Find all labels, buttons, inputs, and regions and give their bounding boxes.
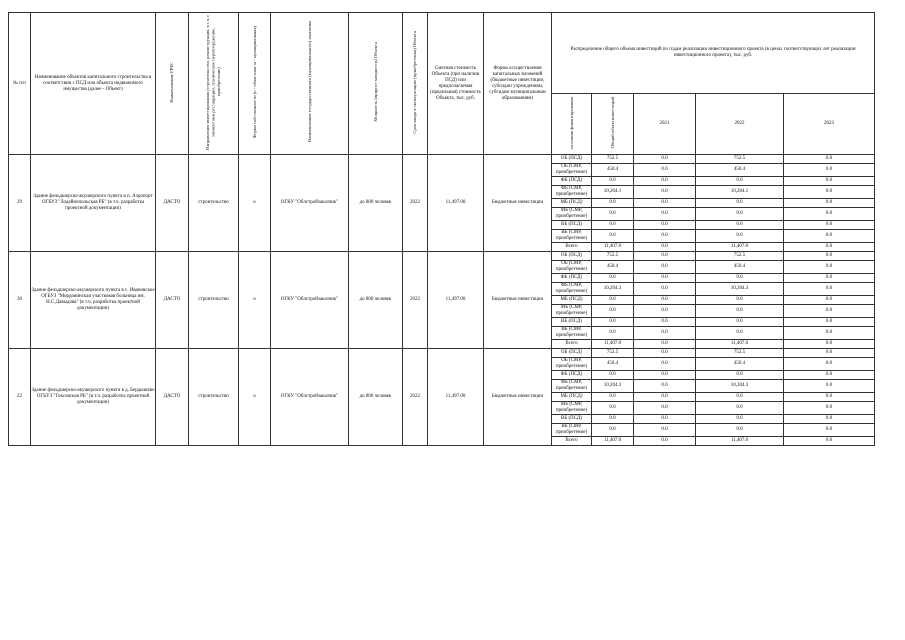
object-grbs: ДАСТО <box>156 349 189 446</box>
cell-2022: 10,204.1 <box>696 186 784 199</box>
cell-source: ФБ (СМР, приобретение) <box>552 186 592 199</box>
header-client: Наименование государственного (муниципального) заказчика <box>271 13 349 155</box>
cell-2021: 0.0 <box>634 296 696 305</box>
header-num: № п/п <box>9 13 31 155</box>
cell-total: 0.0 <box>592 208 634 221</box>
cell-2022: 11,407.0 <box>696 243 784 252</box>
cell-source: ФБ (СМР, приобретение) <box>552 380 592 393</box>
cell-total: 0.0 <box>592 221 634 230</box>
object-direction: строительство <box>189 155 239 252</box>
cell-2021: 0.0 <box>634 186 696 199</box>
object-name: Здание фельдшерско-акушерского пункта в п. Аэропорт ОГБУЗ "Лодейнопольская РБ" (в т.ч. разработка проектной документации) <box>31 155 156 252</box>
cell-source: ВБ (ПСД) <box>552 415 592 424</box>
header-capacity: Мощность (прирост мощности) Объекта <box>349 13 403 155</box>
cell-2021: 0.0 <box>634 358 696 371</box>
cell-source: МБ (СМР, приобретение) <box>552 208 592 221</box>
cell-total: 0.0 <box>592 393 634 402</box>
object-cost: 11,497.00 <box>428 252 484 349</box>
cell-2023: 0.0 <box>784 340 875 349</box>
cell-2022: 11,407.0 <box>696 340 784 349</box>
cell-2021: 0.0 <box>634 252 696 261</box>
cell-2021: 0.0 <box>634 305 696 318</box>
cell-source: ОБ (СМР, приобретение) <box>552 164 592 177</box>
object-form: Бюджетные инвестиции <box>484 349 552 446</box>
investment-table <box>8 12 875 446</box>
cell-2023: 0.0 <box>784 380 875 393</box>
cell-2023: 0.0 <box>784 358 875 371</box>
cell-2021: 0.0 <box>634 243 696 252</box>
cell-total: 0.0 <box>592 274 634 283</box>
cell-2022: 0.0 <box>696 177 784 186</box>
cell-2023: 0.0 <box>784 177 875 186</box>
header-object-name: Наименование объектов капитального строительства в соответствии с ПСД или объекта недвижимого имущества (далее - Объект) <box>31 13 156 155</box>
cell-source: Всего <box>552 243 592 252</box>
cell-2023: 0.0 <box>784 349 875 358</box>
cell-source: ВБ (ПСД) <box>552 318 592 327</box>
cell-total: 0.0 <box>592 424 634 437</box>
cell-total: 0.0 <box>592 327 634 340</box>
cell-total: 10,204.1 <box>592 186 634 199</box>
cell-2022: 0.0 <box>696 199 784 208</box>
cell-2022: 10,204.3 <box>696 380 784 393</box>
cell-2021: 0.0 <box>634 340 696 349</box>
cell-2023: 0.0 <box>784 252 875 261</box>
object-grbs: ДАСТО <box>156 155 189 252</box>
cell-2023: 0.0 <box>784 402 875 415</box>
cell-2022: 752.5 <box>696 252 784 261</box>
cell-2022: 0.0 <box>696 415 784 424</box>
cell-2021: 0.0 <box>634 349 696 358</box>
cell-total: 0.0 <box>592 177 634 186</box>
cell-source: ФБ (ПСД) <box>552 371 592 380</box>
header-direction: Направление инвестирования (строительство, реконструкция, в т.ч. с элементами реставрации, техническое перевооружение, приобретение) <box>189 13 239 155</box>
cell-2021: 0.0 <box>634 437 696 446</box>
cell-2023: 0.0 <box>784 424 875 437</box>
cell-source: МБ (СМР, приобретение) <box>552 305 592 318</box>
header-year-2023: 2023 <box>784 94 875 155</box>
cell-source: МБ (ПСД) <box>552 296 592 305</box>
object-grbs: ДАСТО <box>156 252 189 349</box>
cell-total: 752.5 <box>592 155 634 164</box>
header-total: Общий объем инвестиций <box>592 94 634 155</box>
object-cost: 11,497.00 <box>428 349 484 446</box>
cell-source: ВБ (СМР, приобретение) <box>552 230 592 243</box>
object-year: 2022 <box>403 349 428 446</box>
header-cost: Сметная стоимость Объекта (при наличии ПСД) или предполагаемая (предельная) стоимость Объекта, тыс. руб. <box>428 13 484 155</box>
cell-2023: 0.0 <box>784 393 875 402</box>
header-year-2022: 2022 <box>696 94 784 155</box>
object-client: ОГКУ "Облстройзаказчик" <box>271 252 349 349</box>
cell-2022: 752.5 <box>696 155 784 164</box>
cell-2023: 0.0 <box>784 208 875 221</box>
cell-2023: 0.0 <box>784 221 875 230</box>
cell-2022: 0.0 <box>696 402 784 415</box>
object-capacity: до 800 человек <box>349 252 403 349</box>
cell-2021: 0.0 <box>634 402 696 415</box>
cell-total: 10,204.3 <box>592 380 634 393</box>
cell-total: 0.0 <box>592 199 634 208</box>
object-form: Бюджетные инвестиции <box>484 252 552 349</box>
table-row <box>9 252 875 261</box>
cell-2021: 0.0 <box>634 164 696 177</box>
cell-2022: 752.5 <box>696 349 784 358</box>
cell-2022: 0.0 <box>696 393 784 402</box>
object-number: 30 <box>9 252 31 349</box>
cell-total: 752.5 <box>592 349 634 358</box>
cell-2021: 0.0 <box>634 199 696 208</box>
cell-total: 11,407.0 <box>592 437 634 446</box>
cell-2021: 0.0 <box>634 221 696 230</box>
object-name: Здание фельдшерско-акушерского пункта в д. Бердышево ОГБУЗ "Токсовская РБ" (в т.ч. разработка проектной документации) <box>31 349 156 446</box>
cell-2023: 0.0 <box>784 437 875 446</box>
cell-total: 11,407.0 <box>592 243 634 252</box>
object-form: Бюджетные инвестиции <box>484 155 552 252</box>
table-row <box>9 155 875 164</box>
cell-source: ОБ (СМР, приобретение) <box>552 358 592 371</box>
cell-total: 0.0 <box>592 296 634 305</box>
object-direction: строительство <box>189 252 239 349</box>
cell-2022: 0.0 <box>696 221 784 230</box>
cell-2023: 0.0 <box>784 283 875 296</box>
header-grbs: Наименование ГРБС <box>156 13 189 155</box>
cell-source: Всего <box>552 340 592 349</box>
cell-2023: 0.0 <box>784 243 875 252</box>
cell-2021: 0.0 <box>634 177 696 186</box>
cell-source: Всего <box>552 437 592 446</box>
header-distribution: Распределение общего объема инвестиций по годам реализации инвестиционного проекта (в ценах соответствующих лет реализации инвестиционного проекта), тыс. руб. <box>552 13 875 94</box>
cell-2023: 0.0 <box>784 274 875 283</box>
cell-total: 0.0 <box>592 230 634 243</box>
header-form: Форма осуществления капитальных вложений (бюджетные инвестиции, субсидии учреждениям, субсидии муниципальным образованиям) <box>484 13 552 155</box>
cell-2023: 0.0 <box>784 155 875 164</box>
cell-2021: 0.0 <box>634 393 696 402</box>
cell-2022: 0.0 <box>696 230 784 243</box>
cell-source: МБ (ПСД) <box>552 199 592 208</box>
cell-source: ОБ (ПСД) <box>552 349 592 358</box>
object-client: ОГКУ "Облстройзаказчик" <box>271 349 349 446</box>
cell-2022: 10,204.3 <box>696 283 784 296</box>
object-ownership: о <box>239 349 271 446</box>
cell-total: 0.0 <box>592 371 634 380</box>
cell-source: МБ (ПСД) <box>552 393 592 402</box>
cell-2021: 0.0 <box>634 230 696 243</box>
cell-2021: 0.0 <box>634 318 696 327</box>
cell-total: 10,204.3 <box>592 283 634 296</box>
cell-2023: 0.0 <box>784 371 875 380</box>
cell-2022: 0.0 <box>696 371 784 380</box>
object-name: Здание фельдшерско-акушерского пункта в с. Ивановское ОГБУЗ "Мордовинская участковая больница им. Н.С.Давыдова" (в т.ч. разработка проектной документации) <box>31 252 156 349</box>
cell-total: 0.0 <box>592 402 634 415</box>
cell-2023: 0.0 <box>784 327 875 340</box>
cell-total: 0.0 <box>592 415 634 424</box>
cell-2022: 450.4 <box>696 358 784 371</box>
header-year: Срок ввода в эксплуатацию (приобретения) Объекта <box>403 13 428 155</box>
cell-2023: 0.0 <box>784 186 875 199</box>
table-row <box>9 349 875 358</box>
object-year: 2022 <box>403 252 428 349</box>
cell-2021: 0.0 <box>634 327 696 340</box>
cell-source: ВБ (ПСД) <box>552 221 592 230</box>
object-year: 2022 <box>403 155 428 252</box>
object-direction: строительство <box>189 349 239 446</box>
cell-source: ФБ (ПСД) <box>552 274 592 283</box>
cell-total: 11,407.0 <box>592 340 634 349</box>
object-capacity: до 800 человек <box>349 349 403 446</box>
cell-2023: 0.0 <box>784 318 875 327</box>
cell-2021: 0.0 <box>634 261 696 274</box>
cell-2022: 11,407.0 <box>696 437 784 446</box>
header-ownership: Форма собственности (о - областная, м - муниципальная) <box>239 13 271 155</box>
cell-2021: 0.0 <box>634 424 696 437</box>
cell-2023: 0.0 <box>784 230 875 243</box>
cell-total: 450.4 <box>592 164 634 177</box>
cell-2021: 0.0 <box>634 283 696 296</box>
cell-source: ФБ (СМР, приобретение) <box>552 283 592 296</box>
object-number: 22 <box>9 349 31 446</box>
cell-source: ОБ (СМР, приобретение) <box>552 261 592 274</box>
cell-total: 0.0 <box>592 318 634 327</box>
object-cost: 11,497.00 <box>428 155 484 252</box>
cell-2021: 0.0 <box>634 155 696 164</box>
cell-2022: 0.0 <box>696 327 784 340</box>
header-source: источник финансирования <box>552 94 592 155</box>
cell-2021: 0.0 <box>634 371 696 380</box>
cell-source: ФБ (ПСД) <box>552 177 592 186</box>
cell-source: ВБ (СМР, приобретение) <box>552 327 592 340</box>
cell-source: ОБ (ПСД) <box>552 155 592 164</box>
cell-2022: 0.0 <box>696 424 784 437</box>
cell-source: ОБ (ПСД) <box>552 252 592 261</box>
cell-2023: 0.0 <box>784 164 875 177</box>
cell-2023: 0.0 <box>784 415 875 424</box>
object-client: ОГКУ "Облстройзаказчик" <box>271 155 349 252</box>
cell-2022: 0.0 <box>696 208 784 221</box>
cell-total: 450.4 <box>592 261 634 274</box>
cell-2022: 0.0 <box>696 296 784 305</box>
cell-2022: 450.4 <box>696 164 784 177</box>
cell-2023: 0.0 <box>784 261 875 274</box>
cell-2021: 0.0 <box>634 380 696 393</box>
cell-2022: 450.4 <box>696 261 784 274</box>
cell-2021: 0.0 <box>634 274 696 283</box>
object-ownership: о <box>239 252 271 349</box>
cell-source: ВБ (СМР, приобретение) <box>552 424 592 437</box>
cell-2023: 0.0 <box>784 305 875 318</box>
object-ownership: о <box>239 155 271 252</box>
cell-2023: 0.0 <box>784 296 875 305</box>
cell-source: МБ (СМР, приобретение) <box>552 402 592 415</box>
cell-2022: 0.0 <box>696 274 784 283</box>
cell-total: 752.5 <box>592 252 634 261</box>
object-number: 29 <box>9 155 31 252</box>
cell-2022: 0.0 <box>696 305 784 318</box>
cell-total: 0.0 <box>592 305 634 318</box>
object-capacity: до 800 человек <box>349 155 403 252</box>
cell-2021: 0.0 <box>634 208 696 221</box>
table-body <box>9 155 875 446</box>
cell-2021: 0.0 <box>634 415 696 424</box>
cell-2023: 0.0 <box>784 199 875 208</box>
cell-2022: 0.0 <box>696 318 784 327</box>
cell-total: 450.4 <box>592 358 634 371</box>
header-year-2021: 2021 <box>634 94 696 155</box>
